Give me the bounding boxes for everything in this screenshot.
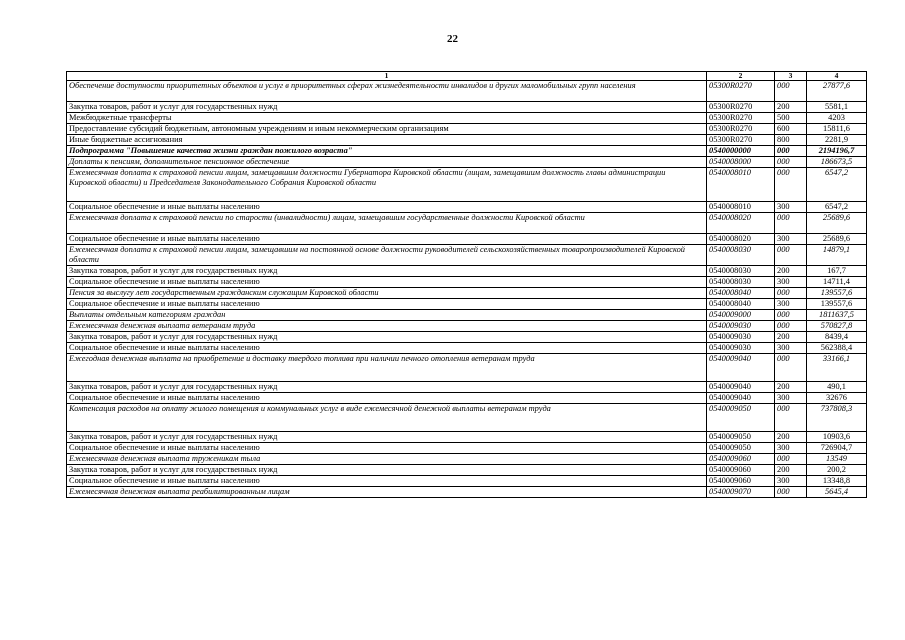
row-type-cell: 200 — [775, 102, 807, 113]
row-sum-cell: 8439,4 — [807, 332, 867, 343]
row-type-cell: 000 — [775, 245, 807, 266]
row-name-cell: Ежемесячная доплата к страховой пенсии лицам, замещавшим на постоянной основе должности руководителей сельскохозяйственных товаропроизводителей Кировской области — [67, 245, 707, 266]
table-row — [67, 382, 867, 393]
table-row — [67, 124, 867, 135]
table-row — [67, 332, 867, 343]
table-row — [67, 266, 867, 277]
table-row — [67, 299, 867, 310]
row-name-cell: Социальное обеспечение и иные выплаты населению — [67, 393, 707, 404]
row-name-cell: Ежемесячная денежная выплата реабилитированным лицам — [67, 487, 707, 498]
row-sum-cell: 570827,8 — [807, 321, 867, 332]
header-col-4: 4 — [807, 72, 867, 81]
row-type-cell: 300 — [775, 277, 807, 288]
row-sum-cell: 25689,6 — [807, 213, 867, 234]
table-row — [67, 465, 867, 476]
row-sum-cell: 14711,4 — [807, 277, 867, 288]
table-row — [67, 81, 867, 102]
table-row — [67, 135, 867, 146]
row-code-cell: 0540008040 — [707, 299, 775, 310]
row-name-cell: Компенсация расходов на оплату жилого помещения и коммунальных услуг в виде ежемесячной денежной выплаты ветеранам труда — [67, 404, 707, 432]
row-type-cell: 000 — [775, 213, 807, 234]
row-sum-cell: 4203 — [807, 113, 867, 124]
row-name-cell: Социальное обеспечение и иные выплаты населению — [67, 443, 707, 454]
row-code-cell: 0540009050 — [707, 432, 775, 443]
header-col-1: 1 — [67, 72, 707, 81]
row-code-cell: 0540000000 — [707, 146, 775, 157]
table-row — [67, 157, 867, 168]
row-type-cell: 000 — [775, 487, 807, 498]
row-sum-cell: 2194196,7 — [807, 146, 867, 157]
row-type-cell: 300 — [775, 343, 807, 354]
row-name-cell: Социальное обеспечение и иные выплаты населению — [67, 343, 707, 354]
row-type-cell: 000 — [775, 168, 807, 202]
row-type-cell: 500 — [775, 113, 807, 124]
row-name-cell: Ежегодная денежная выплата на приобретение и доставку твердого топлива при наличии печного отопления ветеранам труда — [67, 354, 707, 382]
row-code-cell: 0540009040 — [707, 393, 775, 404]
row-type-cell: 300 — [775, 393, 807, 404]
row-code-cell: 0540009030 — [707, 332, 775, 343]
row-name-cell: Ежемесячная денежная выплата труженикам тыла — [67, 454, 707, 465]
row-name-cell: Иные бюджетные ассигнования — [67, 135, 707, 146]
table-row — [67, 454, 867, 465]
table-row — [67, 476, 867, 487]
row-sum-cell: 5645,4 — [807, 487, 867, 498]
row-sum-cell: 186673,5 — [807, 157, 867, 168]
table-row — [67, 113, 867, 124]
row-sum-cell: 726904,7 — [807, 443, 867, 454]
row-name-cell: Социальное обеспечение и иные выплаты населению — [67, 234, 707, 245]
table-row — [67, 354, 867, 382]
row-code-cell: 05300R0270 — [707, 81, 775, 102]
table-header-row — [67, 72, 867, 81]
row-sum-cell: 10903,6 — [807, 432, 867, 443]
row-code-cell: 0540009050 — [707, 443, 775, 454]
row-name-cell: Социальное обеспечение и иные выплаты населению — [67, 277, 707, 288]
row-code-cell: 0540009030 — [707, 321, 775, 332]
row-code-cell: 0540008040 — [707, 288, 775, 299]
row-code-cell: 0540008020 — [707, 234, 775, 245]
row-name-cell: Ежемесячная доплата к страховой пенсии лицам, замещавшим должности Губернатора Кировской области (лицам, замещавшим должность главы администрации Кировской области) и Председателя Законодательного Собрания Кировской области — [67, 168, 707, 202]
table-row — [67, 245, 867, 266]
row-sum-cell: 2281,9 — [807, 135, 867, 146]
page-number: 22 — [447, 33, 458, 45]
row-sum-cell: 15811,6 — [807, 124, 867, 135]
row-code-cell: 0540009070 — [707, 487, 775, 498]
row-type-cell: 200 — [775, 465, 807, 476]
row-sum-cell: 13348,8 — [807, 476, 867, 487]
table-row — [67, 404, 867, 432]
row-code-cell: 0540009060 — [707, 454, 775, 465]
row-name-cell: Социальное обеспечение и иные выплаты населению — [67, 299, 707, 310]
row-sum-cell: 32676 — [807, 393, 867, 404]
row-sum-cell: 5581,1 — [807, 102, 867, 113]
row-name-cell: Пенсия за выслугу лет государственным гражданским служащим Кировской области — [67, 288, 707, 299]
row-sum-cell: 33166,1 — [807, 354, 867, 382]
table-row — [67, 321, 867, 332]
row-sum-cell: 167,7 — [807, 266, 867, 277]
row-code-cell: 05300R0270 — [707, 124, 775, 135]
row-sum-cell: 1811637,5 — [807, 310, 867, 321]
row-code-cell: 0540009060 — [707, 465, 775, 476]
row-sum-cell: 737808,3 — [807, 404, 867, 432]
row-code-cell: 0540009040 — [707, 382, 775, 393]
table-row — [67, 277, 867, 288]
row-code-cell: 0540009040 — [707, 354, 775, 382]
row-name-cell: Закупка товаров, работ и услуг для государственных нужд — [67, 382, 707, 393]
table-row — [67, 443, 867, 454]
row-name-cell: Ежемесячная денежная выплата ветеранам труда — [67, 321, 707, 332]
row-code-cell: 0540008030 — [707, 266, 775, 277]
row-sum-cell: 490,1 — [807, 382, 867, 393]
row-code-cell: 0540008010 — [707, 168, 775, 202]
row-code-cell: 0540008030 — [707, 245, 775, 266]
row-name-cell: Закупка товаров, работ и услуг для государственных нужд — [67, 465, 707, 476]
row-name-cell: Предоставление субсидий бюджетным, автономным учреждениям и иным некоммерческим организациям — [67, 124, 707, 135]
row-name-cell: Закупка товаров, работ и услуг для государственных нужд — [67, 432, 707, 443]
row-type-cell: 000 — [775, 146, 807, 157]
row-code-cell: 05300R0270 — [707, 102, 775, 113]
row-type-cell: 200 — [775, 266, 807, 277]
row-code-cell: 0540009000 — [707, 310, 775, 321]
budget-table — [66, 71, 867, 498]
table-row — [67, 202, 867, 213]
row-type-cell: 200 — [775, 332, 807, 343]
row-type-cell: 200 — [775, 382, 807, 393]
row-type-cell: 300 — [775, 443, 807, 454]
row-sum-cell: 6547,2 — [807, 202, 867, 213]
row-sum-cell: 200,2 — [807, 465, 867, 476]
row-sum-cell: 14879,1 — [807, 245, 867, 266]
row-sum-cell: 13549 — [807, 454, 867, 465]
table-row — [67, 432, 867, 443]
row-sum-cell: 27877,6 — [807, 81, 867, 102]
row-type-cell: 300 — [775, 476, 807, 487]
row-type-cell: 800 — [775, 135, 807, 146]
row-type-cell: 300 — [775, 202, 807, 213]
row-sum-cell: 25689,6 — [807, 234, 867, 245]
header-col-3: 3 — [775, 72, 807, 81]
table-row — [67, 310, 867, 321]
row-type-cell: 000 — [775, 321, 807, 332]
table-row — [67, 487, 867, 498]
table-row — [67, 146, 867, 157]
row-name-cell: Закупка товаров, работ и услуг для государственных нужд — [67, 102, 707, 113]
row-sum-cell: 139557,6 — [807, 288, 867, 299]
row-name-cell: Социальное обеспечение и иные выплаты населению — [67, 476, 707, 487]
row-sum-cell: 562388,4 — [807, 343, 867, 354]
row-name-cell: Выплаты отдельным категориям граждан — [67, 310, 707, 321]
row-name-cell: Закупка товаров, работ и услуг для государственных нужд — [67, 332, 707, 343]
header-col-2: 2 — [707, 72, 775, 81]
row-type-cell: 000 — [775, 454, 807, 465]
row-type-cell: 000 — [775, 354, 807, 382]
row-name-cell: Ежемесячная доплата к страховой пенсии по старости (инвалидности) лицам, замещавшим государственные должности Кировской области — [67, 213, 707, 234]
table-row — [67, 234, 867, 245]
row-code-cell: 0540008010 — [707, 202, 775, 213]
row-name-cell: Закупка товаров, работ и услуг для государственных нужд — [67, 266, 707, 277]
row-name-cell: Социальное обеспечение и иные выплаты населению — [67, 202, 707, 213]
row-type-cell: 000 — [775, 81, 807, 102]
row-code-cell: 0540008030 — [707, 277, 775, 288]
row-name-cell: Межбюджетные трансферты — [67, 113, 707, 124]
row-type-cell: 300 — [775, 299, 807, 310]
row-code-cell: 05300R0270 — [707, 135, 775, 146]
table-row — [67, 343, 867, 354]
row-code-cell: 0540009060 — [707, 476, 775, 487]
row-code-cell: 0540008020 — [707, 213, 775, 234]
row-sum-cell: 6547,2 — [807, 168, 867, 202]
row-type-cell: 600 — [775, 124, 807, 135]
row-type-cell: 200 — [775, 432, 807, 443]
table-row — [67, 168, 867, 202]
table-row — [67, 393, 867, 404]
row-code-cell: 05300R0270 — [707, 113, 775, 124]
table-row — [67, 102, 867, 113]
row-type-cell: 000 — [775, 288, 807, 299]
row-code-cell: 0540009050 — [707, 404, 775, 432]
row-code-cell: 0540009030 — [707, 343, 775, 354]
row-type-cell: 000 — [775, 404, 807, 432]
table-row — [67, 213, 867, 234]
row-sum-cell: 139557,6 — [807, 299, 867, 310]
row-type-cell: 000 — [775, 157, 807, 168]
row-name-cell: Доплаты к пенсиям, дополнительное пенсионное обеспечение — [67, 157, 707, 168]
row-type-cell: 300 — [775, 234, 807, 245]
row-name-cell: Обеспечение доступности приоритетных объектов и услуг в приоритетных сферах жизнедеятельности инвалидов и других маломобильных групп населения — [67, 81, 707, 102]
row-code-cell: 0540008000 — [707, 157, 775, 168]
row-name-cell: Подпрограмма "Повышение качества жизни граждан пожилого возраста" — [67, 146, 707, 157]
table-row — [67, 288, 867, 299]
row-type-cell: 000 — [775, 310, 807, 321]
